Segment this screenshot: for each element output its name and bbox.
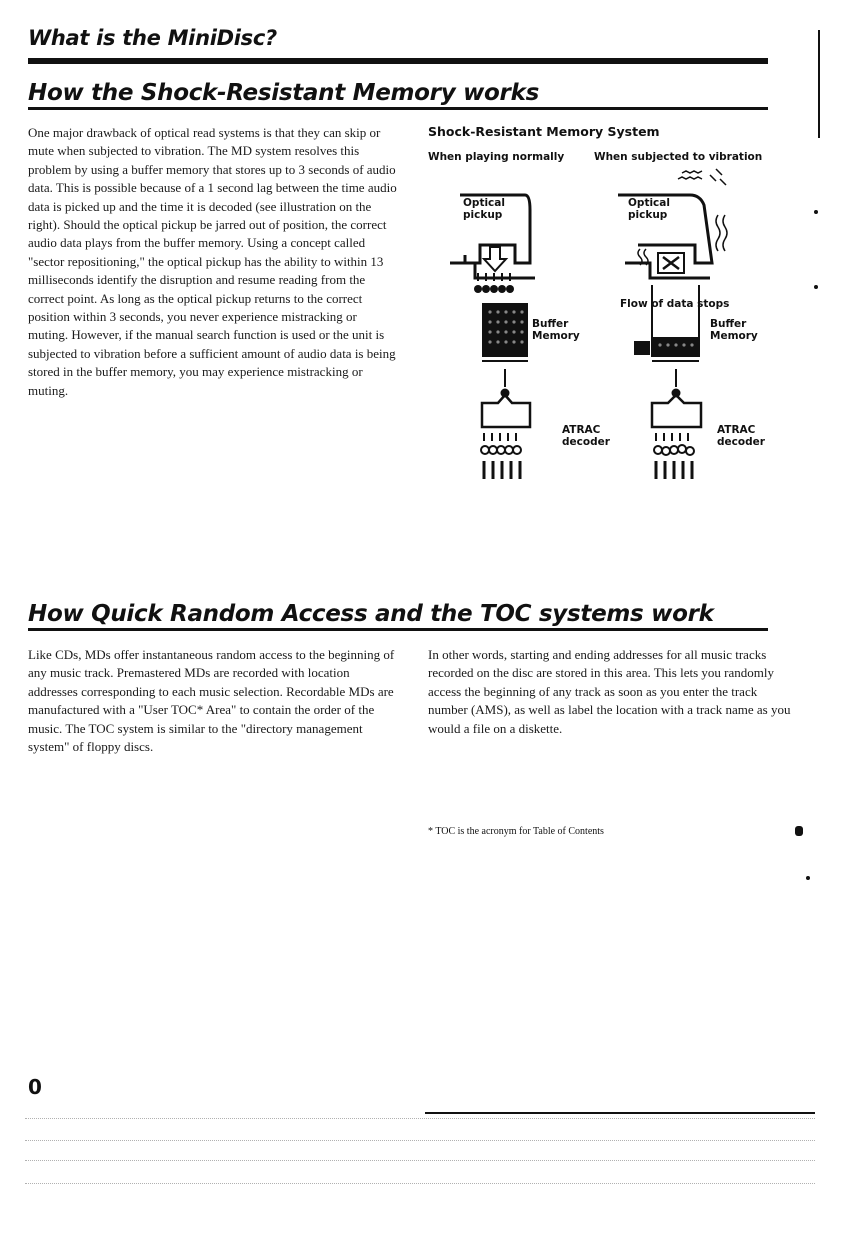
title-rule — [28, 58, 768, 64]
margin-speck — [814, 210, 818, 214]
margin-speck — [806, 876, 810, 880]
data-dots-left — [474, 285, 514, 293]
atrac-decoder-left-label: ATRAC decoder — [562, 424, 610, 448]
buffer-memory-left-label: Buffer Memory — [532, 318, 580, 342]
flow-stops-label: Flow of data stops — [620, 298, 730, 310]
page-number: 0 — [28, 1075, 42, 1099]
diagram-title: Shock-Resistant Memory System — [428, 124, 660, 139]
section1-heading: How the Shock-Resistant Memory works — [28, 80, 539, 106]
section2-heading: How Quick Random Access and the TOC systems work — [28, 601, 714, 627]
section1-rule — [28, 107, 768, 110]
diagram-caption-normal: When playing normally — [428, 151, 565, 163]
scan-noise — [25, 1160, 815, 1161]
optical-pickup-right-label: Optical pickup — [628, 197, 670, 221]
vibration-marks-icon — [678, 169, 726, 185]
margin-speck — [814, 285, 818, 289]
buffer-memory-left-icon — [482, 303, 528, 398]
atrac-decoder-left-icon — [481, 395, 530, 479]
page-title: What is the MiniDisc? — [28, 26, 277, 50]
section2-col1: Like CDs, MDs offer instantaneous random access to the beginning of any music track. Premastered MDs are recorded with location addresses corresponding to each music selection. Recordable MDs are manufactured with a "User TOC* Area" to contain the order of the music. The TOC system is similar to the "directory management system" of floppy discs. — [28, 647, 395, 755]
section2-col2: In other words, starting and ending addresses for all music tracks recorded on the disc are stored in this area. This lets you randomly access the beginning of any track as soon as you enter the track number (AMS), as well as label the location with a track name as you would a file on a diskette. — [428, 647, 791, 736]
toc-footnote: * TOC is the acronym for Table of Contents — [428, 826, 604, 837]
diagram-caption-vibration: When subjected to vibration — [594, 151, 763, 163]
atrac-decoder-right-icon — [652, 395, 701, 479]
scan-line — [425, 1112, 815, 1114]
margin-bar — [818, 30, 820, 138]
atrac-decoder-right-label: ATRAC decoder — [717, 424, 765, 448]
scan-noise — [25, 1118, 815, 1119]
optical-pickup-left-label: Optical pickup — [463, 197, 505, 221]
buffer-memory-right-label: Buffer Memory — [710, 318, 758, 342]
scan-noise — [25, 1183, 815, 1184]
section1-body — [28, 124, 398, 400]
section2-rule — [28, 628, 768, 631]
section1-paragraph: One major drawback of optical read systems is that they can skip or mute when subjected to vibration. The MD system resolves this problem by using a buffer memory that stores up to 3 seconds of audio data. This is possible because of a 1 second lag between the time audio data is picked up and the time it is decoded (see illustration on the right). Should the optical pickup be jarred out of position, the correct audio data plays from the buffer memory. Using a concept called "sector repositioning," the optical pickup has the ability to within 13 milliseconds identify the disruption and resume reading from the correct point. As long as the optical pickup returns to the correct position within 3 seconds, you never experience mistracking or muting. However, if the manual search function is used or the unit is subjected to vibration before a sufficient amount of audio data is being stored in the buffer memory, you may experience mistracking or muting. — [28, 125, 397, 398]
scan-noise — [25, 1140, 815, 1141]
